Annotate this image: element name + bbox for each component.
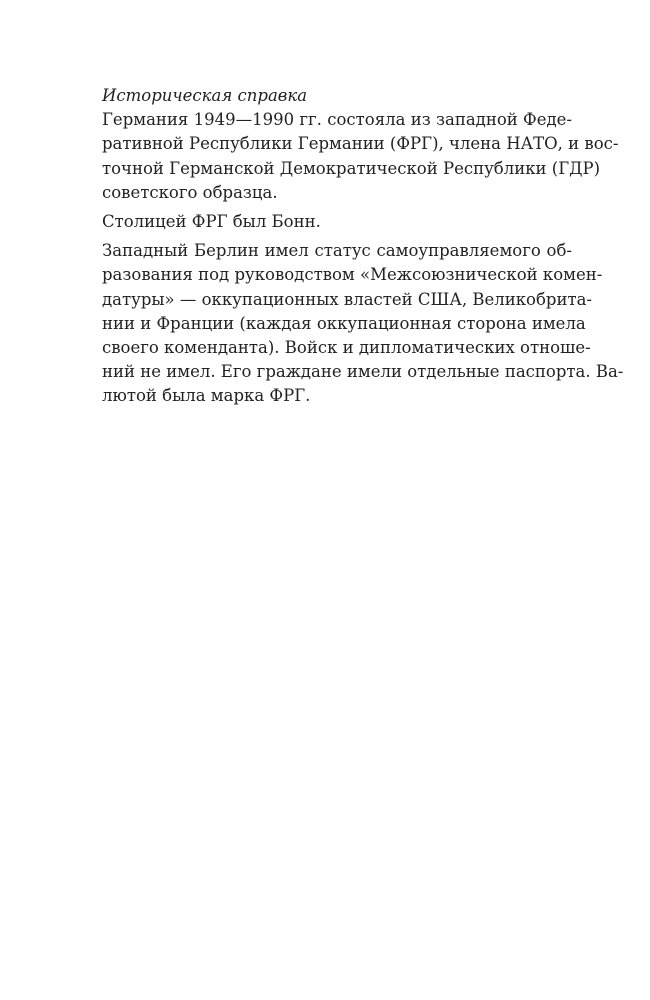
paragraph-2 [102, 210, 572, 234]
text-line: Западный Берлин имел статус самоуправляемого об- [102, 241, 572, 261]
text-line: Германия 1949—1990 гг. состояла из западной Феде- [102, 110, 572, 130]
text-line: советского образца. [102, 182, 278, 202]
paragraph-3 [102, 239, 624, 408]
text-body [102, 84, 624, 409]
text-line: своего коменданта). Войск и дипломатических отноше- [102, 338, 591, 358]
section-heading: Историческая справка [102, 86, 308, 105]
text-line: Столицей ФРГ был Бонн. [102, 212, 321, 232]
text-line: точной Германской Демократической Республики (ГДР) [102, 158, 601, 178]
paragraph-1 [102, 108, 619, 205]
text-line: нии и Франции (каждая оккупационная сторона имела [102, 313, 586, 333]
text-line: лютой была марка ФРГ. [102, 386, 311, 406]
text-line: ративной Республики Германии (ФРГ), члена НАТО, и вос- [102, 134, 619, 154]
text-line: разования под руководством «Межсоюзнической комен- [102, 265, 603, 285]
text-line: ний не имел. Его граждане имели отдельные паспорта. Ва- [102, 362, 624, 382]
text-line: датуры» — оккупационных властей США, Великобрита- [102, 289, 593, 309]
